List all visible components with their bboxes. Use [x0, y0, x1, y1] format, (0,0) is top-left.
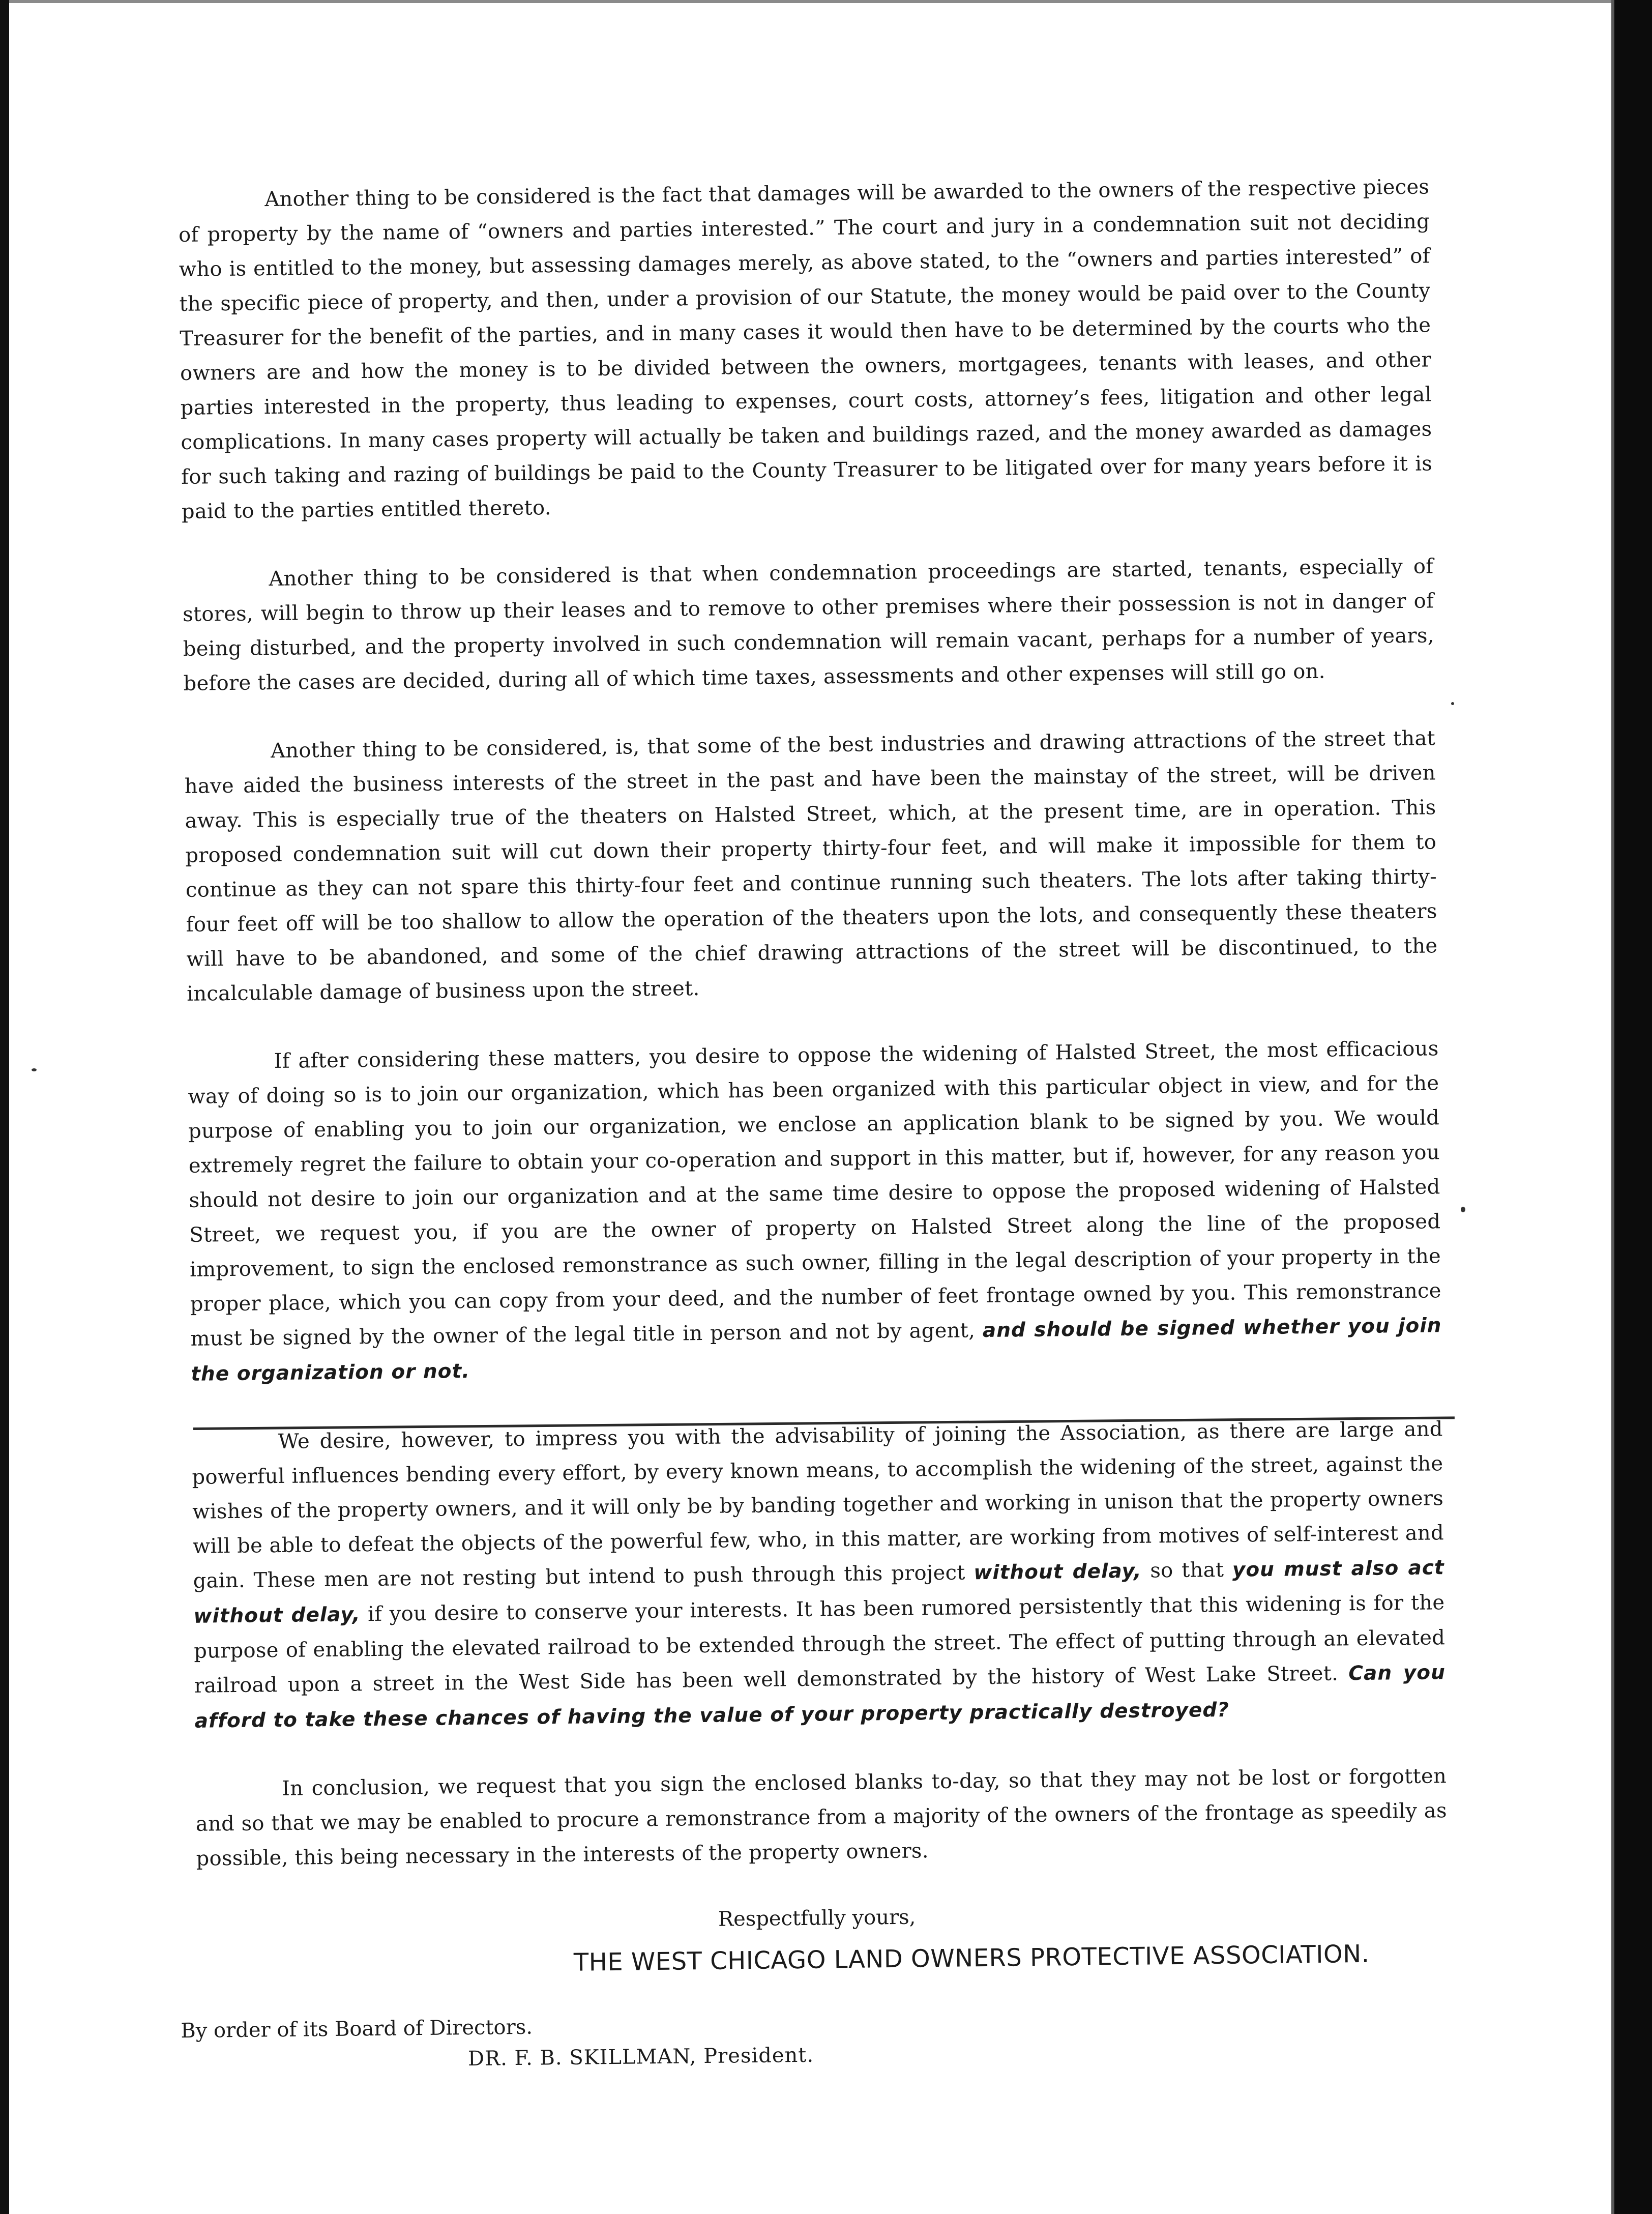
emphasis-without-delay: without delay, [973, 1559, 1142, 1585]
letter-body [178, 169, 1450, 2073]
join-text-3: if you desire to conserve your interests. It has been rumored persistently that this widening is for the purpose of enabling the elevated railroad to be extended through the street. The effect of putting through an elevated railroad upon a street in the West Side has been well demonstrated by the history of West Lake Street. [193, 1591, 1446, 1698]
left-scan-border [0, 0, 9, 2214]
paragraph-damages: Another thing to be considered is the fact that damages will be awarded to the owners of the respective pieces of property by the name of “owners and parties interested.” The court and jury in a condemnation suit not deciding who is entitled to the money, but assessing damages merely, as above stated, to the “owners and parties interested” of the specific piece of property, and then, under a provision of our Statute, the money would be paid over to the County Treasurer for the benefit of the parties, and in many cases it would then have to be determined by the courts who the owners are and how the money is to be divided between the owners, mortgagees, tenants with leases, and other parties interested in the property, thus leading to expenses, court costs, attorney’s fees, litigation and other legal complications. In many cases property will actually be taken and buildings razed, and the money awarded as damages for such taking and razing of buildings be paid to the County Treasurer to be litigated over for many years before it is paid to the parties entitled thereto. [178, 175, 1433, 523]
emphasis-signed: and should be signed whether you join the organization or not. [191, 1314, 1442, 1386]
board-order-line: By order of its Board of Directors. [181, 2015, 533, 2043]
emphasis-value-destroyed: Can you afford to take these chances of having the value of your property practically destroyed? [194, 1661, 1446, 1733]
paragraph-join-association [191, 1412, 1446, 1739]
emphasis-act-without-delay: you must also act without delay, [193, 1556, 1444, 1628]
speck-mark [1451, 702, 1454, 705]
association-name: THE WEST CHICAGO LAND OWNERS PROTECTIVE ASSOCIATION. [573, 1939, 1370, 1977]
president-signature: DR. F. B. SKILLMAN, President. [467, 2043, 814, 2071]
join-text-2: so that [1150, 1558, 1224, 1583]
top-edge-shadow [9, 0, 1614, 3]
paragraph-theaters: Another thing to be considered, is, that some of the best industries and drawing attractions of the street that have aided the business interests of the street in the past and have been the mainstay of the street, will be driven away. This is especially true of the theaters on Halsted Street, which, at the present time, are in operation. This proposed condemnation suit will cut down their property thirty-four feet, and will make it impossible for them to continue as they can not spare this thirty-four feet and continue running such theaters. The lots after taking thirty-four feet off will be too shallow to allow the operation of the theaters upon the lots, and consequently these theaters will have to be abandoned, and some of the chief drawing attractions of the street will be discontinued, to the incalculable damage of business upon the street. [184, 726, 1438, 1006]
paragraph-conclusion: In conclusion, we request that you sign the enclosed blanks to-day, so that they may not be lost or forgotten and so that we may be enabled to procure a remonstrance from a majority of the owners of the frontage as speedily as possible, this being necessary in the interests of the property owners. [195, 1764, 1448, 1871]
speck-mark [1461, 1207, 1465, 1212]
join-text-1: We desire, however, to impress you with the advisability of joining the Association, as there are large and powerful influences bending every effort, by every known means, to accomplish the widening of the street, against the wishes of the property owners, and it will only be by banding together and working in unison that the property owners will be able to defeat the objects of the powerful few, who, in this matter, are working from motives of self-interest and gain. These men are not resting but intend to push through this project [192, 1417, 1444, 1593]
paragraph-oppose-text: If after considering these matters, you desire to oppose the widening of Halsted Street, the most efficacious way of doing so is to join our organization, which has been organized with this particular object in view, and for the purpose of enabling you to join our organization, we enclose an application blank to be signed by you. We would extremely regret the failure to obtain your co-operation and support in this matter, but if, however, for any reason you should not desire to join our organization and at the same time desire to oppose the proposed widening of Halsted Street, we request you, if you are the owner of property on Halsted Street along the line of the proposed improvement, to sign the enclosed remonstrance as such owner, filling in the legal description of your property in the proper place, which you can copy from your deed, and the number of feet frontage owned by you. This remonstrance must be signed by the owner of the legal title in person and not by agent, [188, 1037, 1441, 1351]
closing-salutation: Respectfully yours, [718, 1905, 916, 1931]
paragraph-oppose-widening [187, 1031, 1442, 1392]
speck-mark [32, 1068, 37, 1071]
right-scan-border [1614, 0, 1652, 2214]
paragraph-tenants: Another thing to be considered is that when condemnation proceedings are started, tenants, especially of stores, will begin to throw up their leases and to remove to other premises where their possession is not in danger of being disturbed, and the property involved in such condemnation will remain vacant, perhaps for a number of years, before the cases are decided, during all of which time taxes, assessments and other expenses will still go on. [182, 555, 1435, 695]
